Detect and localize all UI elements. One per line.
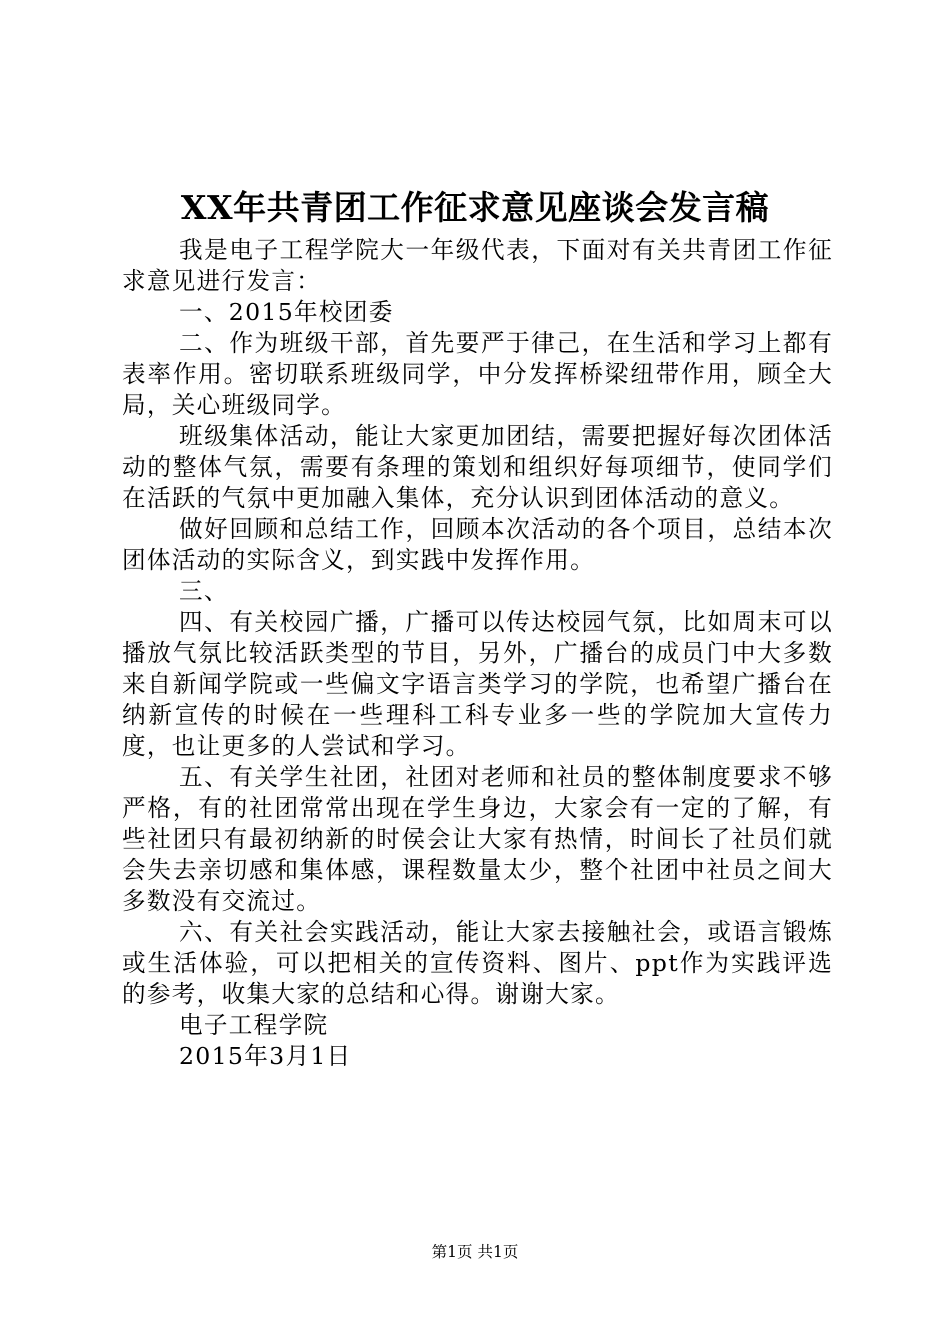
page-number-footer: 第1页 共1页 — [431, 1243, 519, 1261]
document-title: XX年共青团工作征求意见座谈会发言稿 — [180, 188, 770, 227]
paragraph-section-1: 一、2015年校团委 — [179, 298, 394, 326]
paragraph-class-activities: 班级集体活动，能让大家更加团结，需要把握好每次团体活动的整体气氛，需要有条理的策划和组织好每项细节，使同学们在活跃的气氛中更加融入集体，充分认识到团体活动的意义。 — [122, 422, 833, 512]
document-body — [122, 235, 833, 1072]
paragraph-section-2: 二、作为班级干部，首先要严于律己，在生活和学习上都有表率作用。密切联系班级同学，中分发挥桥梁纽带作用，顾全大局，关心班级同学。 — [122, 329, 833, 419]
signature-organization: 电子工程学院 — [179, 1011, 329, 1039]
paragraph-section-3: 三、 — [179, 577, 229, 605]
signature-date: 2015年3月1日 — [179, 1042, 352, 1070]
paragraph-section-5: 五、有关学生社团，社团对老师和社员的整体制度要求不够严格，有的社团常常出现在学生身边，大家会有一定的了解，有些社团只有最初纳新的时侯会让大家有热情，时间长了社员们就会失去亲切感和集体感，课程数量太少，整个社团中社员之间大多数没有交流过。 — [122, 763, 833, 915]
paragraph-review-summary: 做好回顾和总结工作，回顾本次活动的各个项目，总结本次团体活动的实际含义，到实践中发挥作用。 — [122, 515, 833, 574]
paragraph-section-4: 四、有关校园广播，广播可以传达校园气氛，比如周末可以播放气氛比较活跃类型的节目，另外，广播台的成员门中大多数来自新闻学院或一些偏文字语言类学习的学院，也希望广播台在纳新宣传的时候在一些理科工科专业多一些的学院加大宣传力度，也让更多的人尝试和学习。 — [122, 608, 833, 760]
paragraph-intro: 我是电子工程学院大一年级代表，下面对有关共青团工作征求意见进行发言： — [122, 236, 833, 295]
paragraph-section-6: 六、有关社会实践活动，能让大家去接触社会，或语言锻炼或生活体验，可以把相关的宣传资料、图片、ppt作为实践评选的参考，收集大家的总结和心得。谢谢大家。 — [122, 918, 833, 1008]
